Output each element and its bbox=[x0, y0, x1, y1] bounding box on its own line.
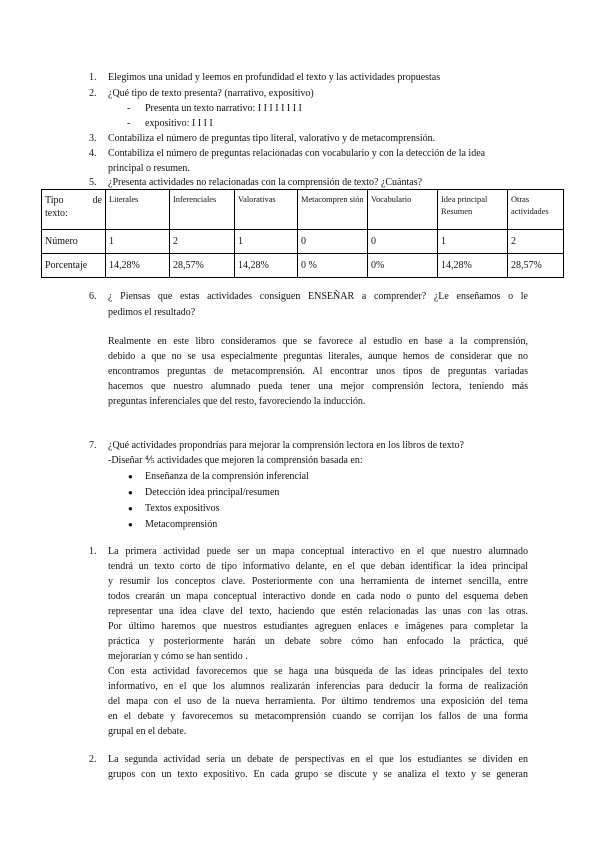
sub-item-narrative: Presenta un texto narrativo: I I I I I I I I bbox=[145, 103, 302, 114]
table-cell: 14,28% bbox=[438, 254, 508, 278]
table-cell: 28,57% bbox=[170, 254, 235, 278]
answer-line: Realmente en este libro consideramos que se favorece al estudio en base a la comprensión, bbox=[108, 336, 528, 347]
sub-marker: - bbox=[127, 118, 131, 129]
question-7-intro: -Diseñar ⅘ actividades que mejoren la comprensión basada en: bbox=[108, 455, 363, 466]
table-cell: 0 bbox=[298, 230, 368, 254]
question-5: ¿Presenta actividades no relacionadas con la comprensión de texto? ¿Cuántas? bbox=[108, 177, 423, 188]
answer-line: preguntas inferenciales que del resto, favoreciendo la inducción. bbox=[108, 396, 366, 407]
table-cell: 14,28% bbox=[235, 254, 298, 278]
activity-line: en el debate y favorecemos su metacomprensión cuando se corrijan los fallos de una forma bbox=[108, 711, 528, 722]
table-cell: 14,28% bbox=[106, 254, 170, 278]
table-header-cell: Valorativas bbox=[235, 190, 298, 230]
answer-line: debido a que no se usa especialmente preguntas literales, aunque hemos de considerar que no bbox=[108, 351, 528, 362]
activity-line: Por último haremos que nuestros estudiantes agreguen enlaces e imágenes para completar la bbox=[108, 621, 528, 632]
bullet-icon: ● bbox=[128, 488, 133, 497]
activity-line: del mapa con el uso de la nueva herramienta. Por último tendremos una exposición del tema bbox=[108, 696, 528, 707]
table-row bbox=[42, 254, 564, 278]
question-4-line1: Contabiliza el número de preguntas relacionadas con vocabulario y con la detección de la idea bbox=[108, 148, 486, 159]
list-number: 7. bbox=[89, 440, 97, 451]
bullet-item: Metacomprensión bbox=[145, 519, 218, 530]
list-number: 1. bbox=[89, 546, 97, 557]
table-header-cell: Inferenciales bbox=[170, 190, 235, 230]
activity-line: Con esta actividad favorecemos que se haga una búsqueda de las ideas principales del texto bbox=[108, 666, 528, 677]
list-number: 4. bbox=[89, 148, 97, 159]
question-7: ¿Qué actividades propondrías para mejorar la comprensión lectora en los libros de texto? bbox=[108, 440, 464, 451]
list-number: 2. bbox=[89, 88, 97, 99]
question-type-table bbox=[41, 189, 564, 278]
answer-line: encontramos preguntas de metacomprensión. Al encontrar unos tipos de preguntas variadas bbox=[108, 366, 528, 377]
bullet-item: Enseñanza de la comprensión inferencial bbox=[145, 471, 309, 482]
activity-line: La segunda actividad sería un debate de perspectivas en el que los estudiantes se dividen en bbox=[108, 754, 528, 765]
table-header-cell: Vocabulario bbox=[368, 190, 438, 230]
table-cell: 2 bbox=[170, 230, 235, 254]
list-number: 6. bbox=[89, 291, 97, 302]
bullet-item: Detección idea principal/resumen bbox=[145, 487, 280, 498]
answer-line: hacemos que nuestro alumnado pueda tener una mejor comprensión lectora, teniendo más bbox=[108, 381, 528, 392]
activity-line: representar una idea clave del texto, haciendo que estén relacionadas las unas con las otras. bbox=[108, 606, 528, 617]
bullet-icon: ● bbox=[128, 520, 133, 529]
table-header-cell: Idea principal Resumen bbox=[438, 190, 508, 230]
table-header-cell: Otras actividades bbox=[508, 190, 564, 230]
activity-line: todos crearán un mapa conceptual interactivo donde en cada nodo o punto del esquema deben bbox=[108, 591, 528, 602]
question-2: ¿Qué tipo de texto presenta? (narrativo, expositivo) bbox=[108, 88, 314, 99]
question-6-line1: ¿ Piensas que estas actividades consiguen ENSEÑAR a comprender? ¿Le enseñamos o le bbox=[108, 291, 528, 302]
table-cell: 28,57% bbox=[508, 254, 564, 278]
question-4-line2: principal o resumen. bbox=[108, 163, 190, 174]
table-cell: 1 bbox=[106, 230, 170, 254]
table-row bbox=[42, 230, 564, 254]
table-header-row bbox=[42, 190, 564, 230]
bullet-icon: ● bbox=[128, 504, 133, 513]
table-header-cell: Literales bbox=[106, 190, 170, 230]
question-3: Contabiliza el número de preguntas tipo literal, valorativo y de metacomprensión. bbox=[108, 133, 436, 144]
bullet-item: Textos expositivos bbox=[145, 503, 220, 514]
table-cell: 2 bbox=[508, 230, 564, 254]
activity-line: y resumir los conceptos clave. Posteriormente con una herramienta de internet sencilla, entre bbox=[108, 576, 528, 587]
table-cell: 0 % bbox=[298, 254, 368, 278]
sub-marker: - bbox=[127, 103, 131, 114]
table-cell: 0% bbox=[368, 254, 438, 278]
table-cell: 0 bbox=[368, 230, 438, 254]
table-cell: 1 bbox=[438, 230, 508, 254]
table-row-label: Porcentaje bbox=[42, 254, 106, 278]
list-number: 2. bbox=[89, 754, 97, 765]
activity-line: La primera actividad puede ser un mapa conceptual interactivo en el que nuestro alumnado bbox=[108, 546, 528, 557]
activity-line: práctica y posteriormente harán un debate sobre cómo han enfocado la práctica, qué bbox=[108, 636, 528, 647]
question-1: Elegimos una unidad y leemos en profundidad el texto y las actividades propuestas bbox=[108, 72, 441, 83]
question-6-line2: pedimos el resultado? bbox=[108, 307, 196, 318]
list-number: 5. bbox=[89, 177, 97, 188]
activity-line: informativo, en el que los alumnos realizarán inferencias para deducir la forma de realización bbox=[108, 681, 528, 692]
activity-line: mejorarían y cómo se han sentido . bbox=[108, 651, 248, 662]
list-number: 1. bbox=[89, 72, 97, 83]
table-header-cell: Tipo de texto: bbox=[42, 190, 106, 230]
activity-line: tendrá un texto corto de tipo informativo delante, en el que deban identificar la idea principal bbox=[108, 561, 528, 572]
activity-line: grupal en el debate. bbox=[108, 726, 187, 737]
table-header-cell: Metacompren sión bbox=[298, 190, 368, 230]
table-cell: 1 bbox=[235, 230, 298, 254]
activity-line: grupos con un texto expositivo. En cada grupo se discute y se analiza el texto y se generan bbox=[108, 769, 528, 780]
list-number: 3. bbox=[89, 133, 97, 144]
table-row-label: Número bbox=[42, 230, 106, 254]
sub-item-expository: expositivo: I I I I bbox=[145, 118, 213, 129]
bullet-icon: ● bbox=[128, 472, 133, 481]
